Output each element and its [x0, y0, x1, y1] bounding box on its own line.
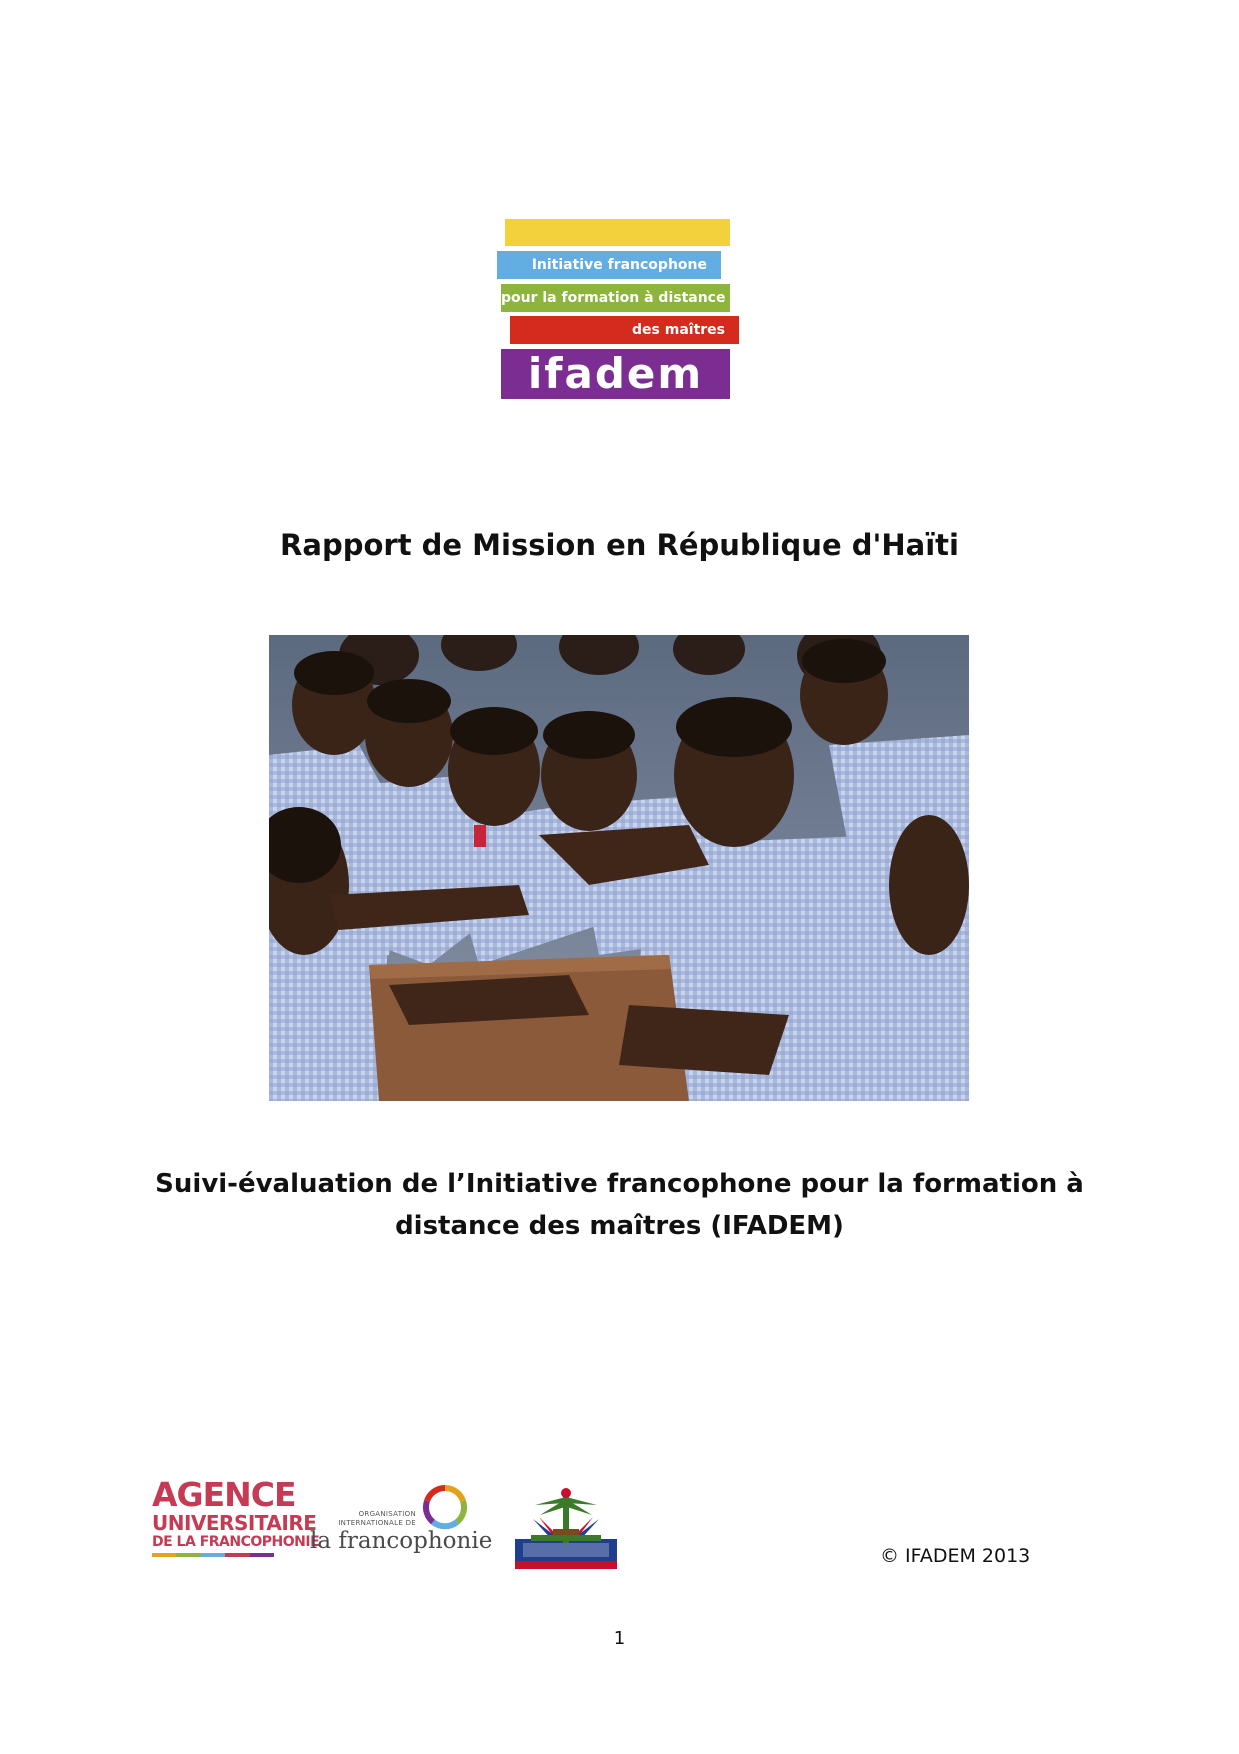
copyright-notice: © IFADEM 2013: [880, 1545, 1031, 1567]
subtitle-line-2: distance des maîtres (IFADEM): [395, 1211, 844, 1241]
oif-organisation-label: ORGANISATION INTERNATIONALE DE: [338, 1510, 416, 1527]
page-number: 1: [613, 1628, 626, 1649]
haiti-coat-of-arms-icon: [515, 1485, 617, 1569]
oif-ring-icon: [422, 1484, 468, 1530]
logo-line-formation: pour la formation à distance: [501, 284, 730, 312]
oif-name: la francophonie: [310, 1528, 493, 1554]
oif-logo: [308, 1484, 493, 1554]
auf-logo: [152, 1475, 320, 1560]
auf-line-3: DE LA FRANCOPHONIE: [152, 1534, 320, 1550]
logo-line-maitres: des maîtres: [510, 316, 739, 344]
logo-wordmark: ifadem: [501, 349, 730, 399]
logo-line-initiative: Initiative francophone: [497, 251, 721, 279]
subtitle-line-1: Suivi-évaluation de l’Initiative francophone pour la formation à: [155, 1169, 1084, 1199]
cover-photo: [269, 635, 969, 1101]
document-title: Rapport de Mission en République d'Haïti: [280, 528, 959, 562]
auf-line-2: UNIVERSITAIRE: [152, 1511, 317, 1535]
document-subtitle: [150, 1163, 1089, 1247]
auf-line-1: AGENCE: [152, 1475, 296, 1514]
auf-color-stripe: [152, 1553, 274, 1557]
logo-bar-yellow: [505, 219, 730, 246]
